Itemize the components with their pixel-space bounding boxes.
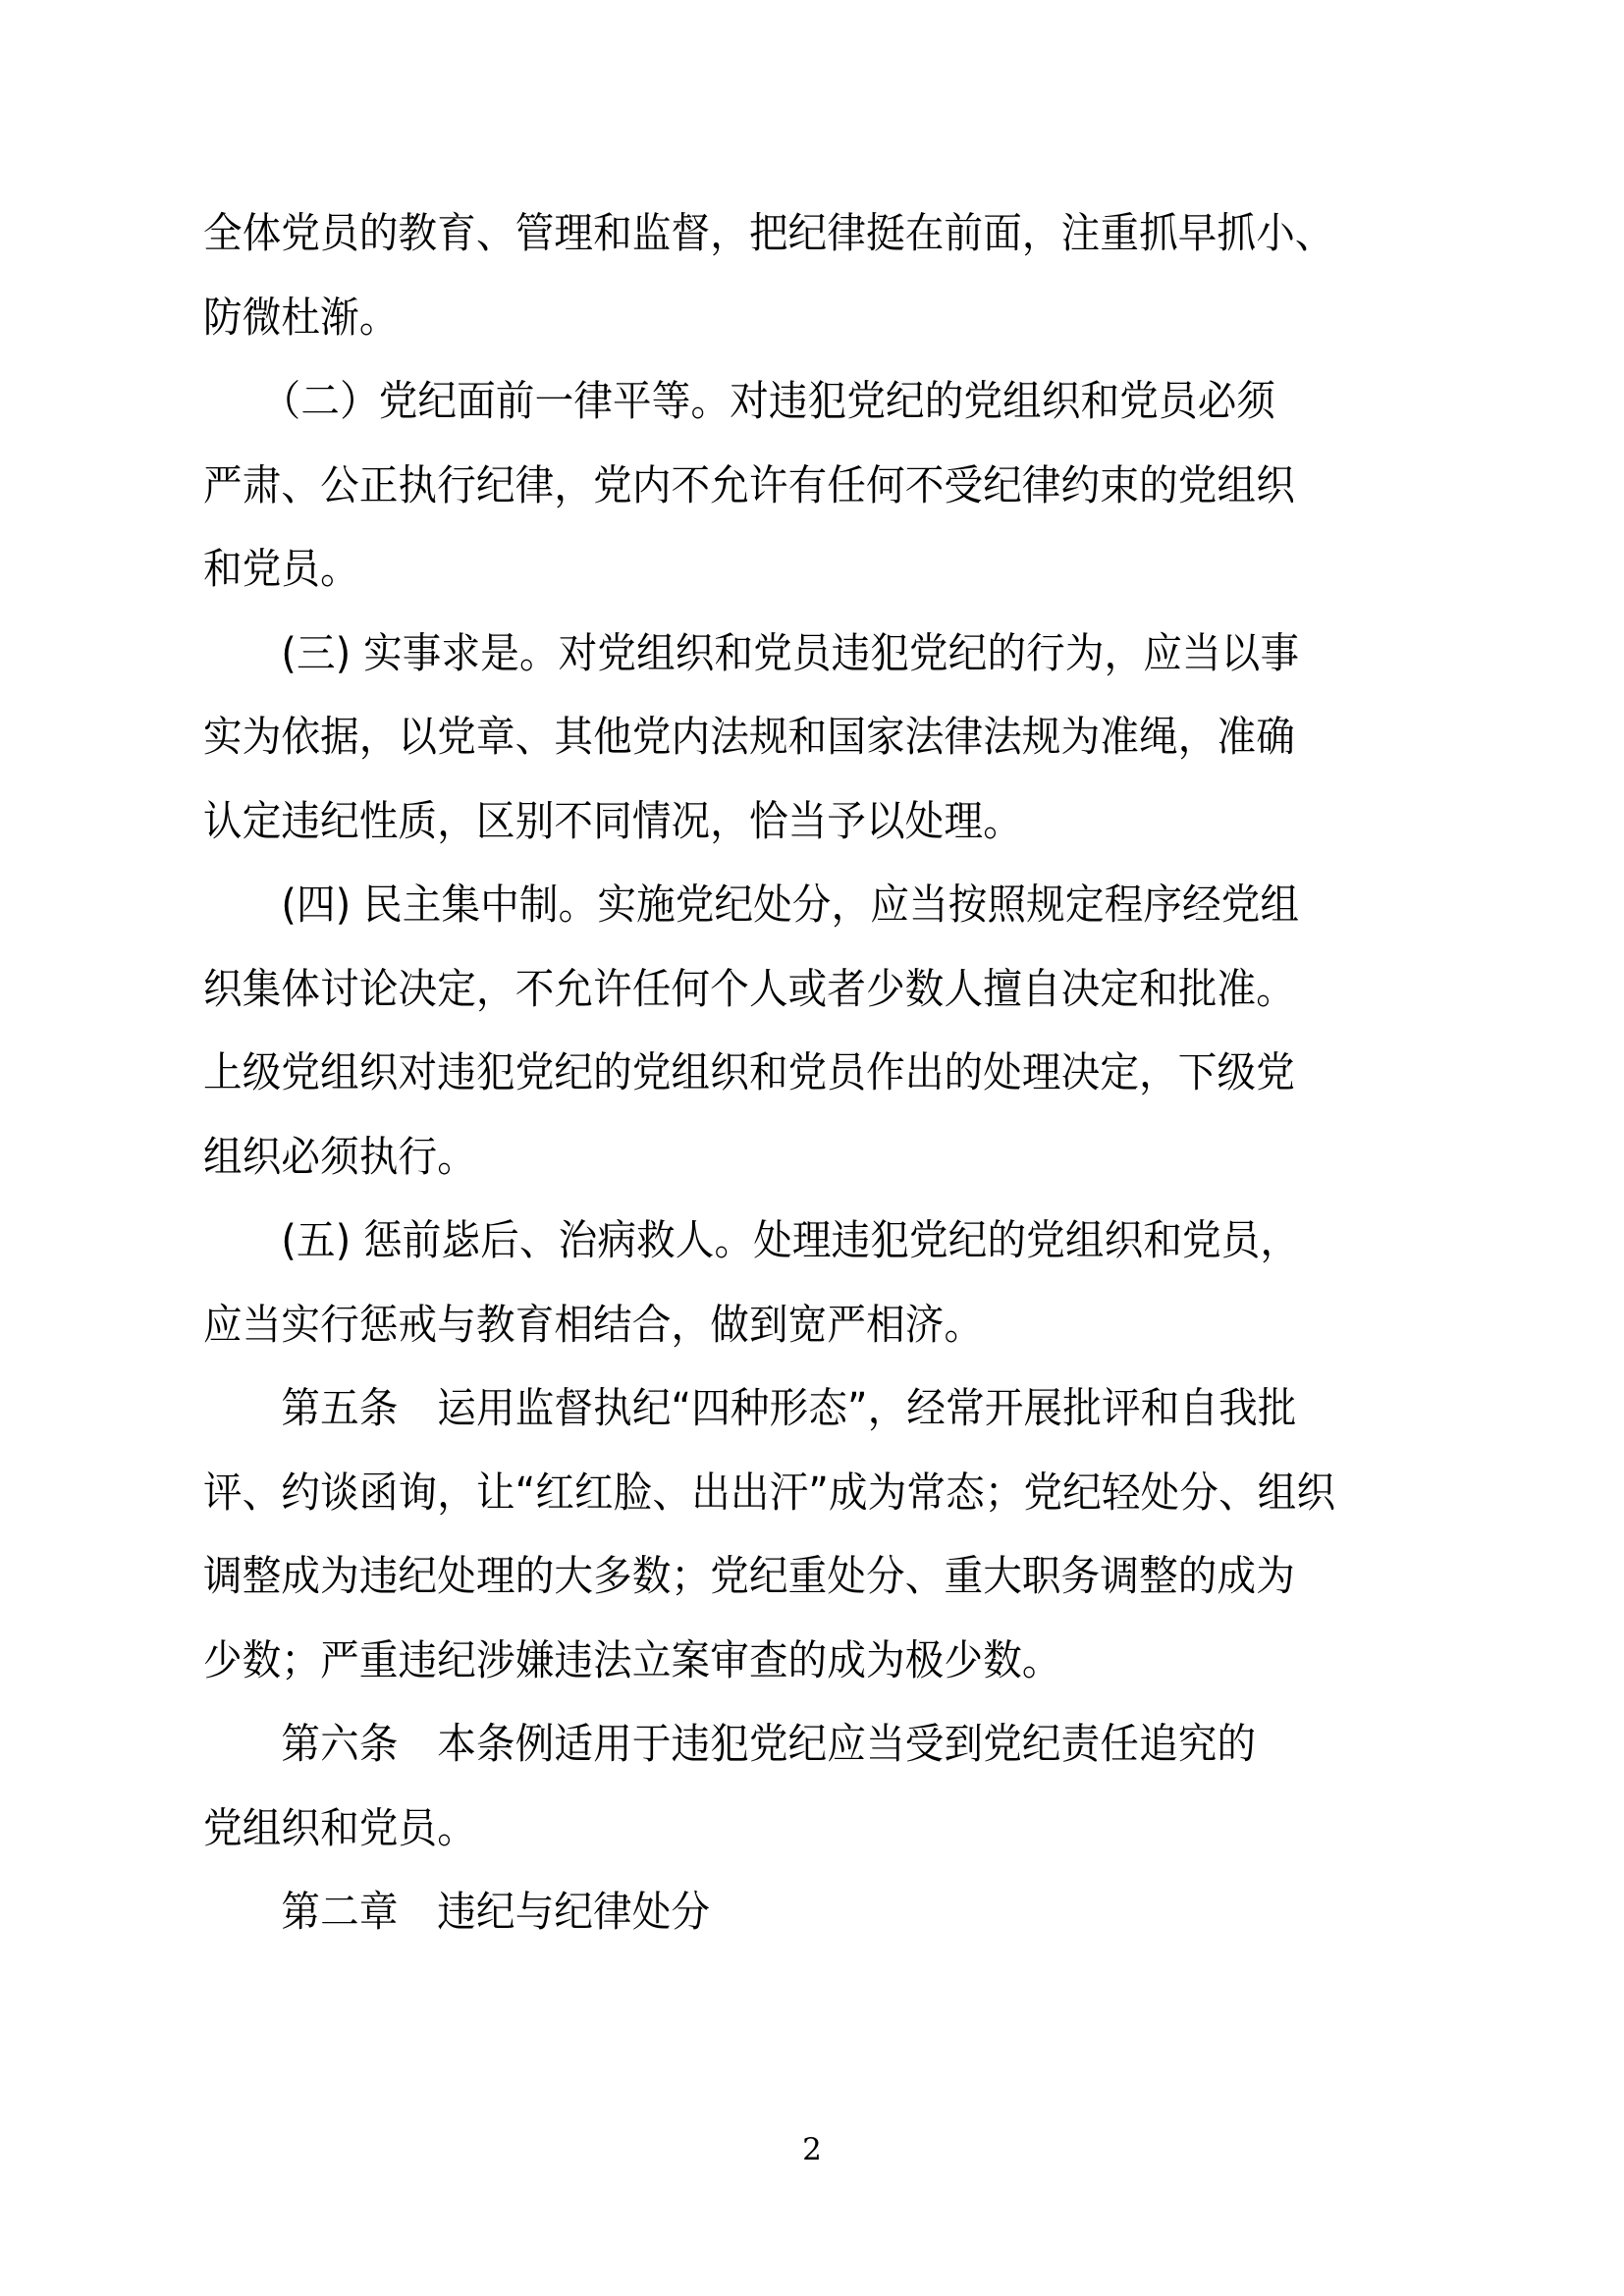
text-line: 全体党员的教育、管理和监督，把纪律挺在前面，注重抓早抓小、 (203, 210, 1334, 258)
text-line: 上级党组织对违犯党纪的党组织和党员作出的处理决定，下级党 (203, 1049, 1295, 1097)
document-body (203, 192, 1446, 1955)
page-number: 2 (802, 2132, 822, 2167)
text-line: 认定违纪性质，区别不同情况，恰当予以处理。 (203, 797, 1022, 846)
text-line: 党组织和党员。 (203, 1804, 476, 1853)
text-line: 第二章 违纪与纪律处分 (203, 1889, 711, 1937)
text-line: 评、约谈函询，让“红红脸、出出汗”成为常态；党纪轻处分、组织 (203, 1468, 1336, 1518)
text-line: (四) 民主集中制。实施党纪处分，应当按照规定程序经党组 (203, 881, 1300, 930)
text-line: (五) 惩前毖后、治病救人。处理违犯党纪的党组织和党员， (203, 1217, 1300, 1265)
text-line: 应当实行惩戒与教育相结合，做到宽严相济。 (203, 1301, 984, 1350)
text-line: 严肃、公正执行纪律，党内不允许有任何不受纪律约束的党组织 (203, 461, 1295, 510)
text-line: 组织必须执行。 (203, 1133, 476, 1182)
text-line: （二）党纪面前一律平等。对违犯党纪的党组织和党员必须 (203, 378, 1276, 426)
text-line: 实为依据，以党章、其他党内法规和国家法律法规为准绳，准确 (203, 714, 1295, 762)
text-line: 防微杜渐。 (203, 294, 399, 343)
text-line: 织集体讨论决定，不允许任何个人或者少数人擅自决定和批准。 (203, 965, 1295, 1014)
text-line: 和党员。 (203, 546, 359, 594)
text-line: 第五条 运用监督执纪“四种形态”，经常开展批评和自我批 (203, 1385, 1297, 1433)
text-line: 第六条 本条例适用于违犯党纪应当受到党纪责任追究的 (203, 1721, 1257, 1769)
text-line: 少数；严重违纪涉嫌违法立案审查的成为极少数。 (203, 1636, 1061, 1685)
text-line: 调整成为违纪处理的大多数；党纪重处分、重大职务调整的成为 (203, 1553, 1295, 1601)
text-line: (三) 实事求是。对党组织和党员违犯党纪的行为，应当以事 (203, 629, 1300, 678)
